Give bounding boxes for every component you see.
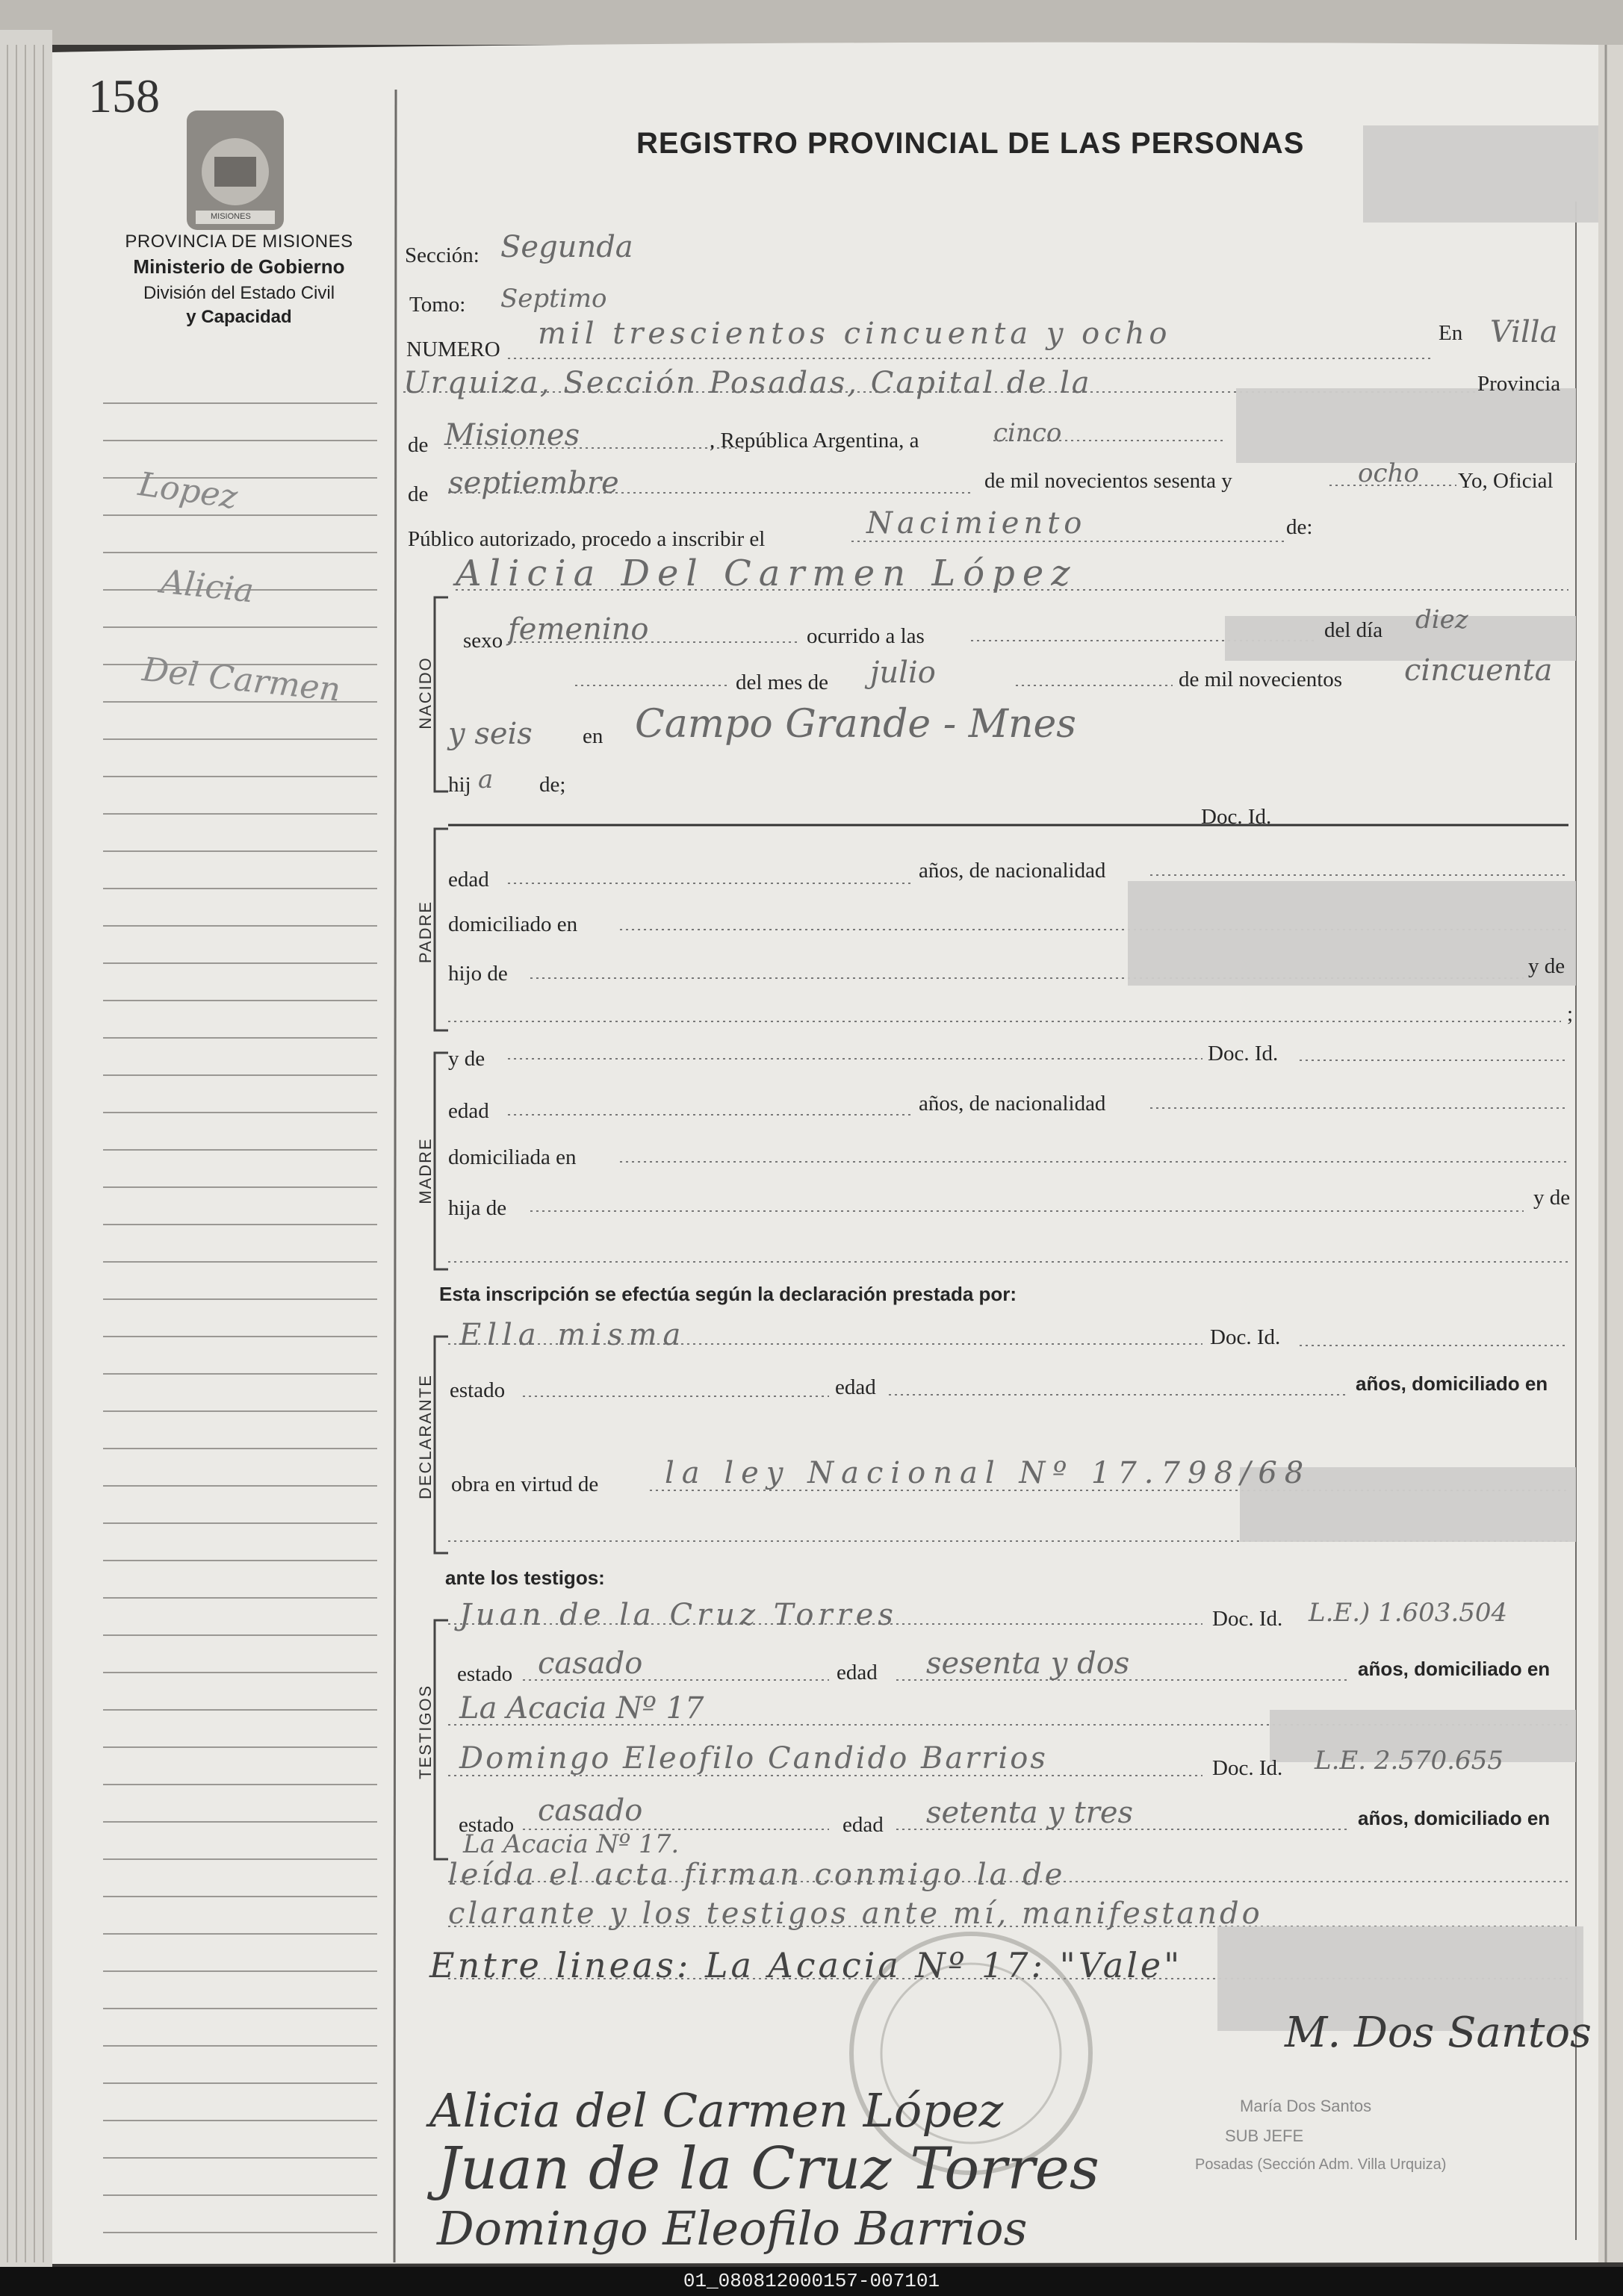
- en-label: En: [1439, 321, 1463, 345]
- testigo1-dom: La Acacia Nº 17: [459, 1691, 704, 1726]
- ministry-block: [82, 231, 396, 328]
- nacido-mil-label: de mil novecientos: [1179, 668, 1343, 691]
- testigo1-estado-label: estado: [457, 1662, 513, 1686]
- testigo2-edad: setenta y tres: [926, 1796, 1134, 1830]
- testigo1-dom-label: años, domiciliado en: [1358, 1658, 1551, 1680]
- declarante-dom-label: años, domiciliado en: [1356, 1372, 1548, 1395]
- de-label: de: [408, 433, 429, 457]
- padre-edad-label: edad: [448, 868, 489, 892]
- testigo2-doc: L.E. 2.570.655: [1315, 1746, 1503, 1776]
- testigos-intro: ante los testigos:: [445, 1567, 605, 1589]
- official-stamp-title: SUB JEFE: [1225, 2127, 1304, 2145]
- page-number: 158: [88, 69, 160, 122]
- testigo1-doc-label: Doc. Id.: [1212, 1607, 1283, 1631]
- signature-witness-2: Domingo Eleofilo Barrios: [437, 2201, 1028, 2256]
- nacido-name: Alicia Del Carmen López: [456, 553, 1078, 594]
- ministry-capacity: y Capacidad: [186, 307, 292, 327]
- del-mes-label: del mes de: [736, 671, 829, 694]
- place-value: Urquiza, Sección Posadas, Capital de la: [403, 366, 1092, 400]
- nacido-mes-value: julio: [870, 656, 936, 690]
- madre-yde-label: y de: [448, 1047, 485, 1071]
- filename-bar: [0, 2267, 1623, 2296]
- nacido-anio-value: cincuenta: [1404, 653, 1553, 688]
- signature-registrant: Alicia del Carmen López: [429, 2083, 1004, 2138]
- testigo2-estado: casado: [538, 1793, 643, 1828]
- obra-value: la ley Nacional Nº 17.798/68: [665, 1456, 1312, 1490]
- margin-note-middle-name: Del Carmen: [140, 650, 343, 709]
- ministry-province: PROVINCIA DE MISIONES: [125, 231, 353, 252]
- madre-doc-label: Doc. Id.: [1208, 1042, 1279, 1065]
- padre-domic-label: domiciliado en: [448, 912, 578, 936]
- madre-domic-label: domiciliada en: [448, 1145, 577, 1169]
- testigo1-edad-label: edad: [837, 1661, 878, 1684]
- de3-label: de:: [1286, 515, 1313, 539]
- official-stamp-name: María Dos Santos: [1240, 2097, 1372, 2115]
- closing-line-1: leída el acta firman conmigo la de: [448, 1858, 1066, 1892]
- provincia-label: Provincia: [1477, 372, 1561, 396]
- seccion-value: Segunda: [500, 230, 633, 264]
- padre-yde-label: y de: [1528, 954, 1565, 978]
- republica-label: , República Argentina, a: [710, 429, 919, 452]
- testigo1-doc: L.E.) 1.603.504: [1309, 1598, 1508, 1628]
- padre-hijo-label: hijo de: [448, 962, 508, 986]
- testigo1-name: Juan de la Cruz Torres: [459, 1598, 898, 1632]
- provincia-value: Misiones: [444, 418, 580, 452]
- testigo2-edad-label: edad: [842, 1813, 884, 1837]
- madre-hija-label: hija de: [448, 1196, 507, 1220]
- tomo-label: Tomo:: [409, 293, 466, 317]
- sexo-value: femenino: [508, 612, 649, 647]
- madre-yde2-label: y de: [1533, 1186, 1571, 1210]
- signature-official: M. Dos Santos: [1285, 2009, 1592, 2057]
- nacido-en-label: en: [583, 724, 603, 748]
- hij-label: hij: [448, 773, 471, 797]
- declarante-intro: Esta inscripción se efectúa según la declaración prestada por:: [439, 1283, 1017, 1305]
- lugar-value: Campo Grande - Mnes: [635, 702, 1076, 747]
- hij-value: a: [478, 765, 494, 794]
- numero-label: NUMERO: [406, 337, 500, 361]
- sexo-label: sexo: [463, 629, 503, 653]
- testigo2-dom-label: años, domiciliado en: [1358, 1807, 1551, 1829]
- mil-label: de mil novecientos sesenta y: [984, 469, 1232, 493]
- del-dia-label: del día: [1324, 618, 1383, 642]
- nacido-de-label: de;: [539, 773, 566, 797]
- anio-value: ocho: [1358, 458, 1419, 488]
- section-declarante: DECLARANTE: [416, 1374, 435, 1499]
- section-padre: PADRE: [416, 900, 435, 964]
- testigo2-doc-label: Doc. Id.: [1212, 1756, 1283, 1780]
- testigo1-edad: sesenta y dos: [926, 1646, 1130, 1681]
- section-madre: MADRE: [416, 1137, 435, 1204]
- ocurrido-label: ocurrido a las: [807, 624, 925, 648]
- declarante-name: Ella misma: [459, 1318, 687, 1352]
- madre-edad-label: edad: [448, 1099, 489, 1123]
- declarante-estado-label: estado: [450, 1378, 506, 1402]
- filename-label: 01_080812000157-007101: [683, 2270, 940, 2292]
- section-testigos: TESTIGOS: [416, 1684, 435, 1779]
- en-value: Villa: [1490, 315, 1558, 349]
- ministry-division: División del Estado Civil: [143, 283, 335, 303]
- testigo1-estado: casado: [538, 1646, 643, 1681]
- testigo2-dom: La Acacia Nº 17.: [463, 1829, 680, 1859]
- testigo2-estado-label: estado: [459, 1813, 515, 1837]
- de2-label: de: [408, 482, 429, 506]
- tomo-value: Septimo: [500, 284, 607, 314]
- entre-lineas-note: Entre lineas: La Acacia Nº 17: "Vale": [429, 1945, 1183, 1985]
- madre-nac-label: años, de nacionalidad: [919, 1092, 1106, 1116]
- signature-witness-1: Juan de la Cruz Torres: [437, 2135, 1099, 2203]
- section-nacido: NACIDO: [416, 656, 435, 729]
- declarante-edad-label: edad: [835, 1375, 876, 1399]
- margin-note-surname: Lopez: [136, 464, 240, 517]
- seccion-label: Sección:: [405, 243, 480, 267]
- mes-value: septiembre: [448, 466, 619, 500]
- obra-label: obra en virtud de: [451, 1472, 599, 1496]
- nacido-dia-value: diez: [1415, 605, 1468, 635]
- margin-note-name: Alicia: [158, 562, 256, 611]
- closing-line-2: clarante y los testigos ante mí, manifestando: [448, 1897, 1263, 1931]
- publico-label: Público autorizado, procedo a inscribir el: [408, 527, 766, 551]
- yo-label: Yo, Oficial: [1458, 469, 1554, 493]
- official-stamp-office: Posadas (Sección Adm. Villa Urquiza): [1195, 2156, 1447, 2173]
- page-title: REGISTRO PROVINCIAL DE LAS PERSONAS: [636, 127, 1305, 160]
- nacido-anio2-value: y seis: [448, 717, 533, 751]
- testigo2-name: Domingo Eleofilo Candido Barrios: [459, 1741, 1048, 1776]
- numero-value: mil trescientos cincuenta y ocho: [538, 317, 1172, 351]
- ministry-name: Ministerio de Gobierno: [133, 255, 345, 278]
- declarante-doc-label: Doc. Id.: [1210, 1325, 1281, 1349]
- dia-value: cinco: [993, 418, 1062, 448]
- padre-semicolon: ;: [1567, 1002, 1574, 1026]
- seal-text: MISIONES: [211, 212, 251, 221]
- acto-value: Nacimiento: [866, 506, 1087, 541]
- padre-nac-label: años, de nacionalidad: [919, 859, 1106, 883]
- nacido-doc-label: Doc. Id.: [1201, 805, 1272, 829]
